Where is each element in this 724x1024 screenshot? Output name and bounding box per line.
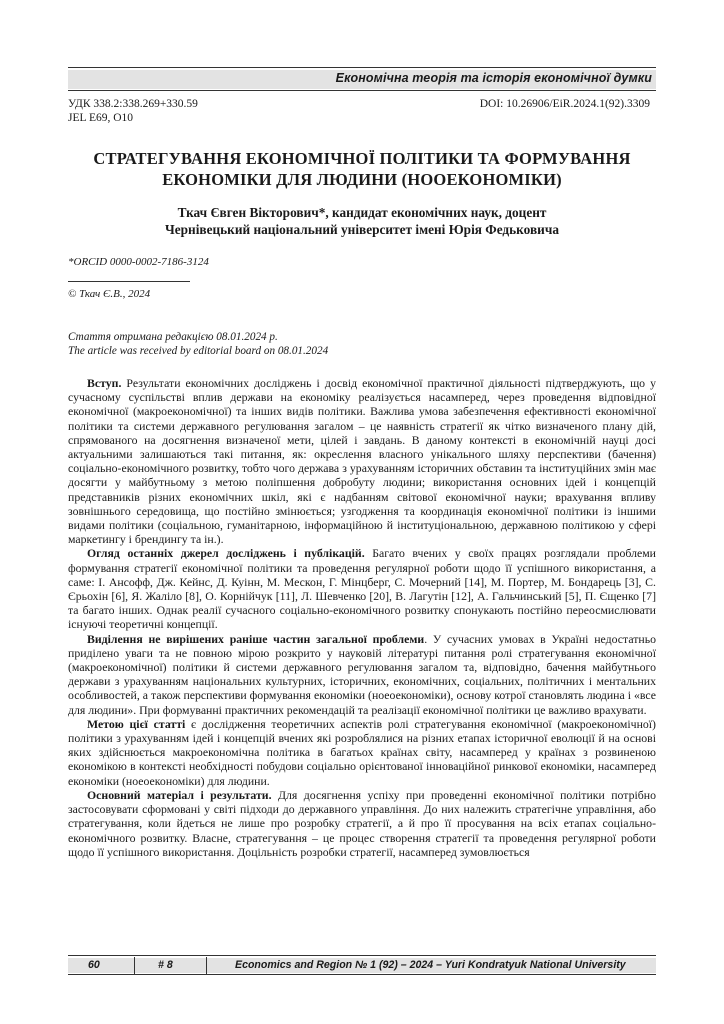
section-heading: Метою цієї статті (87, 716, 186, 731)
header-rule-bottom (68, 90, 656, 91)
footer-separator (206, 957, 207, 974)
section-heading: Основний матеріал і результати. (87, 787, 272, 802)
paragraph-purpose (68, 717, 656, 788)
doi: DOI: 10.26906/EiR.2024.1(92).3309 (479, 98, 650, 110)
received-note-ua: Стаття отримана редакцією 08.01.2024 р. (68, 331, 278, 343)
udk-code: УДК 338.2:338.269+330.59 (68, 98, 198, 110)
author-affiliation: Чернівецький національний університет імені Юрія Федьковича (165, 222, 559, 237)
footer-rule-bottom (68, 974, 656, 975)
section-heading: Огляд останніх джерел досліджень і публікацій. (87, 546, 365, 561)
author-line: Ткач Євген Вікторович*, кандидат економічних наук, доцент (177, 205, 547, 220)
copyright: © Ткач Є.В., 2024 (68, 288, 151, 300)
header-rule-top (68, 67, 656, 68)
article-title-line-1: СТРАТЕГУВАННЯ ЕКОНОМІЧНОЇ ПОЛІТИКИ ТА ФОРМУВАННЯ (93, 149, 631, 168)
section-heading: Вступ. (87, 376, 122, 390)
paragraph-unresolved-problems (68, 632, 656, 717)
article-title-line-2: ЕКОНОМІКИ ДЛЯ ЛЮДИНИ (НООЕКОНОМІКИ) (162, 170, 562, 189)
footer-rule-top (68, 955, 656, 956)
received-note-en: The article was received by editorial board on 08.01.2024 (68, 345, 329, 357)
paragraph-text: . У сучасних умовах в Україні недостатньо приділено уваги та не повною мірою розкрито у науковій літературі питання ролі стратегування економічної (макроекономічної) політики й системи державного регулювання загалом та, відповідно, бачення майбутнього держави з урахуванням національних культурних, історичних, економічних, соціальних, політичних і ментальних особливостей, а також перспективи формування економіки (ноеоекономіки), основу котрої становлять людина і «все для людини». При формуванні практичних рекомендацій та реалізації економічної політики це важливо врахувати. (68, 631, 656, 717)
paragraph-text: є дослідження теоретичних аспектів ролі стратегування економічної (макроекономічної) політики з урахуванням ідей і концепцій вчених які розроблялися на різних етапах історичної еволюції й на основі яких здійснюється макроекономічна політика в багатьох країнах світу, насамперед у країнах з розвиненою економікою в контексті необхідності побудови соціально орієнтованої інноваційної ринкової економіки, насамперед економіки (ноеоекономіки) для людини. (68, 716, 656, 788)
paragraph-main-material (68, 788, 656, 859)
paragraph-text: Для досягнення успіху при проведенні економічної політики потрібно застосовувати сформовані у світі підходи до державного управління. До них належить стратегічне управління, або стратегування, коли йдеться не лише про розробку стратегії, а й про її просування на всіх етапах соціально-економічного розвитку. Власне, стратегування – це процес створення стратегії та проведення регулярної роботи щодо її успішного використання. Доцільність розробки стратегії, насамперед зумовлюється (68, 787, 656, 859)
issue-number: # 8 (158, 959, 173, 971)
paragraph-text: Багато вчених у своїх працях розглядали проблеми формування стратегії економічної політики та проведення регулярної роботи щодо її успішного використання, а саме: І. Ансофф, Дж. Кейнс, Д. Куінн, М. Мескон, Г. Мінцберг, С. Мочерний [14], М. Портер, М. Бондарець [3], С. Єрьохін [6], Я. Жаліло [8], О. Корнійчук [11], Л. Шевченко [20], В. Лагутін [12], А. Гальчинський [5], П. Єщенко [7] та багато інших. Однак реалії сучасного соціально-економічного розвитку спонукають постійно переосмислювати існуючі теоретичні концепції. (68, 546, 656, 632)
section-heading: Виділення не вирішених раніше частин загальної проблеми (87, 631, 425, 646)
copyright-divider (68, 281, 190, 282)
journal-footer-title: Economics and Region № 1 (92) – 2024 – Yuri Kondratyuk National University (235, 959, 626, 971)
running-header-title: Економічна теорія та історія економічної думки (335, 71, 652, 85)
article-body (68, 376, 656, 859)
footer-separator (134, 957, 135, 974)
page-number: 60 (88, 959, 100, 971)
orcid: *ORCID 0000-0002-7186-3124 (68, 256, 209, 268)
jel-code: JEL E69, O10 (68, 112, 134, 124)
paragraph-introduction (68, 376, 656, 546)
paragraph-literature-review (68, 546, 656, 631)
paragraph-text: Результати економічних досліджень і досвід економічної практичної діяльності підтверджують, що у сучасному суспільстві вплив держави на економіку реалізується насамперед, через проведення відповідної економічної (макроекономічної) та інших видів політики. Важлива умова забезпечення ефективності економічної політики та системи державного регулювання загалом – це наявність стратегії як чітко визначеного плану дій, спрямованого на досягнення визначеної мети, цілей і завдань. В даному контексті в економічній науці досі актуальними залишаються такі питання, як: окреслення власного унікального шляху перспективи (бачення) соціально-економічного розвитку, тобто чого держава з урахуванням історичних обставин та інституційних змін має досягти у майбутньому з метою поліпшення добробуту людини; використання основних ідей і концепцій представників різних економічних шкіл, які є надбанням світової економічної науки; врахування впливу зовнішнього середовища, що постійно змінюється; узгодження та координація економічної політики із іншими видами політики (соціальною, гуманітарною, інформаційною й інституціональною, державною політикою у сфері маркетингу і брендингу та ін.). (68, 376, 656, 547)
